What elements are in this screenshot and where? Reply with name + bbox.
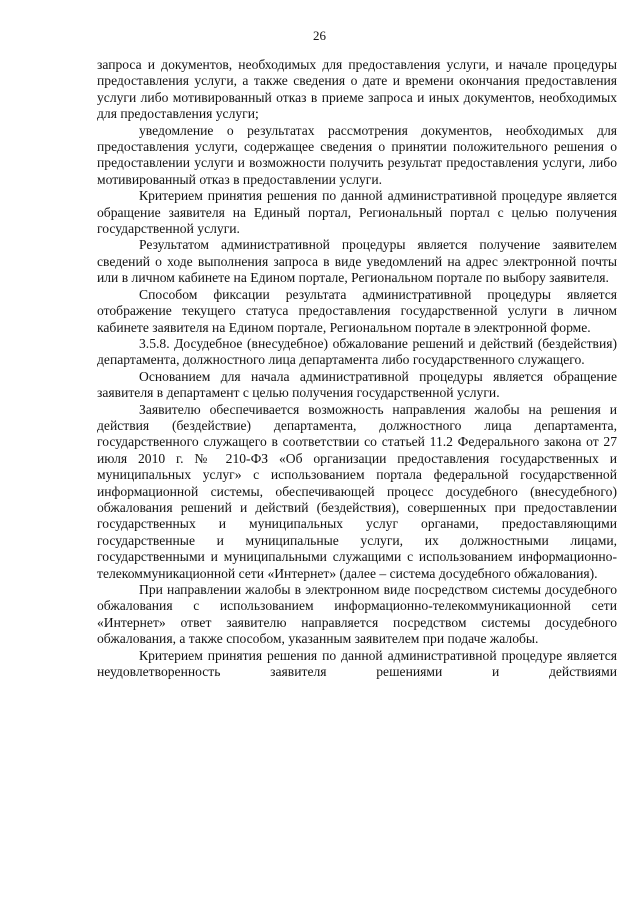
paragraph-5: Способом фиксации результата административной процедуры является отображение текущего статуса предоставления государственной услуги в личном кабинете заявителя на Едином портале, Региональном портале в электронной форме. — [97, 286, 617, 335]
paragraph-8: Заявителю обеспечивается возможность направления жалобы на решения и действия (бездействие) департамента, должностного лица департамента, государственного служащего в соответствии со статьей 11.2 Федерального закона от 27 июля 2010 г. № 210-ФЗ «Об организации предоставления государственных и муниципальных услуг» с использованием портала федеральной государственной информационной системы, обеспечивающей процесс досудебного (внесудебного) обжалования решений и действий (бездействия), совершенных при предоставлении государственных и муниципальных услуг органами, предоставляющими государственные и муниципальные услуги, их должностными лицами, государственными и муниципальными служащими с использованием информационно-телекоммуникационной сети «Интернет» (далее – система досудебного обжалования). — [97, 401, 617, 581]
paragraph-3: Критерием принятия решения по данной административной процедуре является обращение заявителя на Единый портал, Региональный портал с целью получения государственной услуги. — [97, 188, 617, 237]
paragraph-9: При направлении жалобы в электронном виде посредством системы досудебного обжалования с использованием информационно-телекоммуникационной сети «Интернет» ответ заявителю направляется посредством системы досудебного обжалования, а также способом, указанным заявителем при подаче жалобы. — [97, 582, 617, 647]
paragraph-7: Основанием для начала административной процедуры является обращение заявителя в департамент с целью получения государственной услуги. — [97, 368, 617, 401]
paragraph-2: уведомление о результатах рассмотрения документов, необходимых для предоставления услуги, содержащее сведения о принятии положительного решения о предоставлении услуги и возможности получить результат предоставления услуги, либо мотивированный отказ в предоставлении услуги. — [97, 122, 617, 187]
paragraph-4: Результатом административной процедуры является получение заявителем сведений о ходе выполнения запроса в виде уведомлений на адрес электронной почты или в личном кабинете на Едином портале, Региональном портале по выбору заявителя. — [97, 237, 617, 286]
paragraph-6: 3.5.8. Досудебное (внесудебное) обжалование решений и действий (бездействия) департамента, должностного лица департамента либо государственного служащего. — [97, 335, 617, 368]
paragraph-1: запроса и документов, необходимых для предоставления услуги, и начале процедуры предоставления услуги, а также сведения о дате и времени окончания предоставления услуги либо мотивированный отказ в приеме запроса и иных документов, необходимых для предоставления услуги; — [97, 57, 617, 122]
paragraph-10: Критерием принятия решения по данной административной процедуре является неудовлетворенность заявителя решениями и действиями — [97, 647, 617, 680]
document-body — [97, 57, 617, 680]
page-number: 26 — [313, 28, 326, 43]
